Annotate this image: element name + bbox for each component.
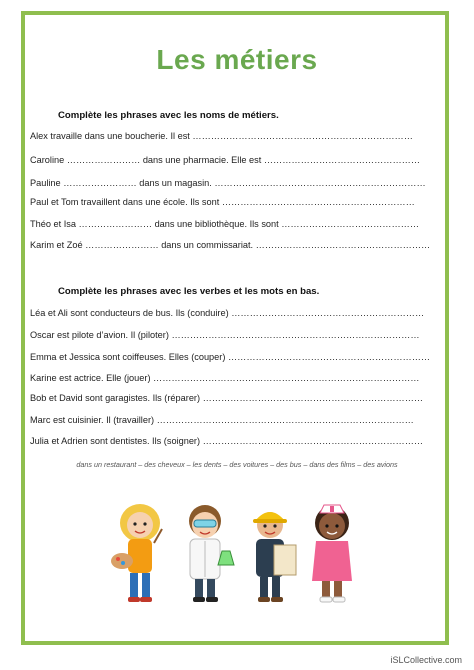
exercise2-line-1: Léa et Ali sont conducteurs de bus. Ils (conduire) ……………………………………………………… — [30, 308, 425, 318]
exercise2-line-6: Marc est cuisinier. Il (travailler) ………………………………………………………………………… — [30, 415, 414, 425]
exercise1-line-1: Alex travaille dans une boucherie. Il est ……………………………………………………………… — [30, 131, 413, 141]
exercise1-line-6: Karim et Zoé …………………… dans un commissariat. ………………………………………………… — [30, 240, 431, 250]
children-illustration — [110, 495, 360, 613]
footer-watermark: iSLCollective.com — [390, 655, 462, 665]
exercise2-line-4: Karine est actrice. Elle (jouer) …………………………………………………………………………… — [30, 373, 420, 383]
scientist-child-icon — [189, 505, 234, 602]
exercise2-line-7: Julia et Adrien sont dentistes. Ils (soigner) ……………………………………………………………… — [30, 436, 424, 446]
exercise1-line-4: Paul et Tom travaillent dans une école. Ils sont ……………………………………………………… — [30, 197, 415, 207]
exercise2-line-3: Emma et Jessica sont coiffeuses. Elles (couper) ………………………………………………………… — [30, 352, 431, 362]
exercise2-line-5: Bob et David sont garagistes. Ils (réparer) ……………………………………………………………… — [30, 393, 424, 403]
builder-child-icon — [253, 512, 296, 602]
exercise1-line-2: Caroline …………………… dans une pharmacie. Elle est …………………………………………… — [30, 155, 421, 165]
nurse-child-icon — [312, 505, 352, 602]
painter-child-icon — [111, 504, 162, 602]
exercise1-line-5: Théo et Isa …………………… dans une bibliothèque. Ils sont ……………………………………… — [30, 219, 420, 229]
section2-instruction: Complète les phrases avec les verbes et les mots en bas. — [58, 286, 320, 297]
word-bank: dans un restaurant – des cheveux – les dents – des voitures – des bus – dans des films – des avions — [76, 460, 398, 469]
exercise1-line-3: Pauline …………………… dans un magasin. …………………………………………………………… — [30, 178, 426, 188]
page-title: Les métiers — [156, 44, 318, 75]
exercise2-line-2: Oscar est pilote d’avion. Il (piloter) ……………………………………………………………………… — [30, 330, 420, 340]
section1-instruction: Complète les phrases avec les noms de métiers. — [58, 110, 279, 121]
